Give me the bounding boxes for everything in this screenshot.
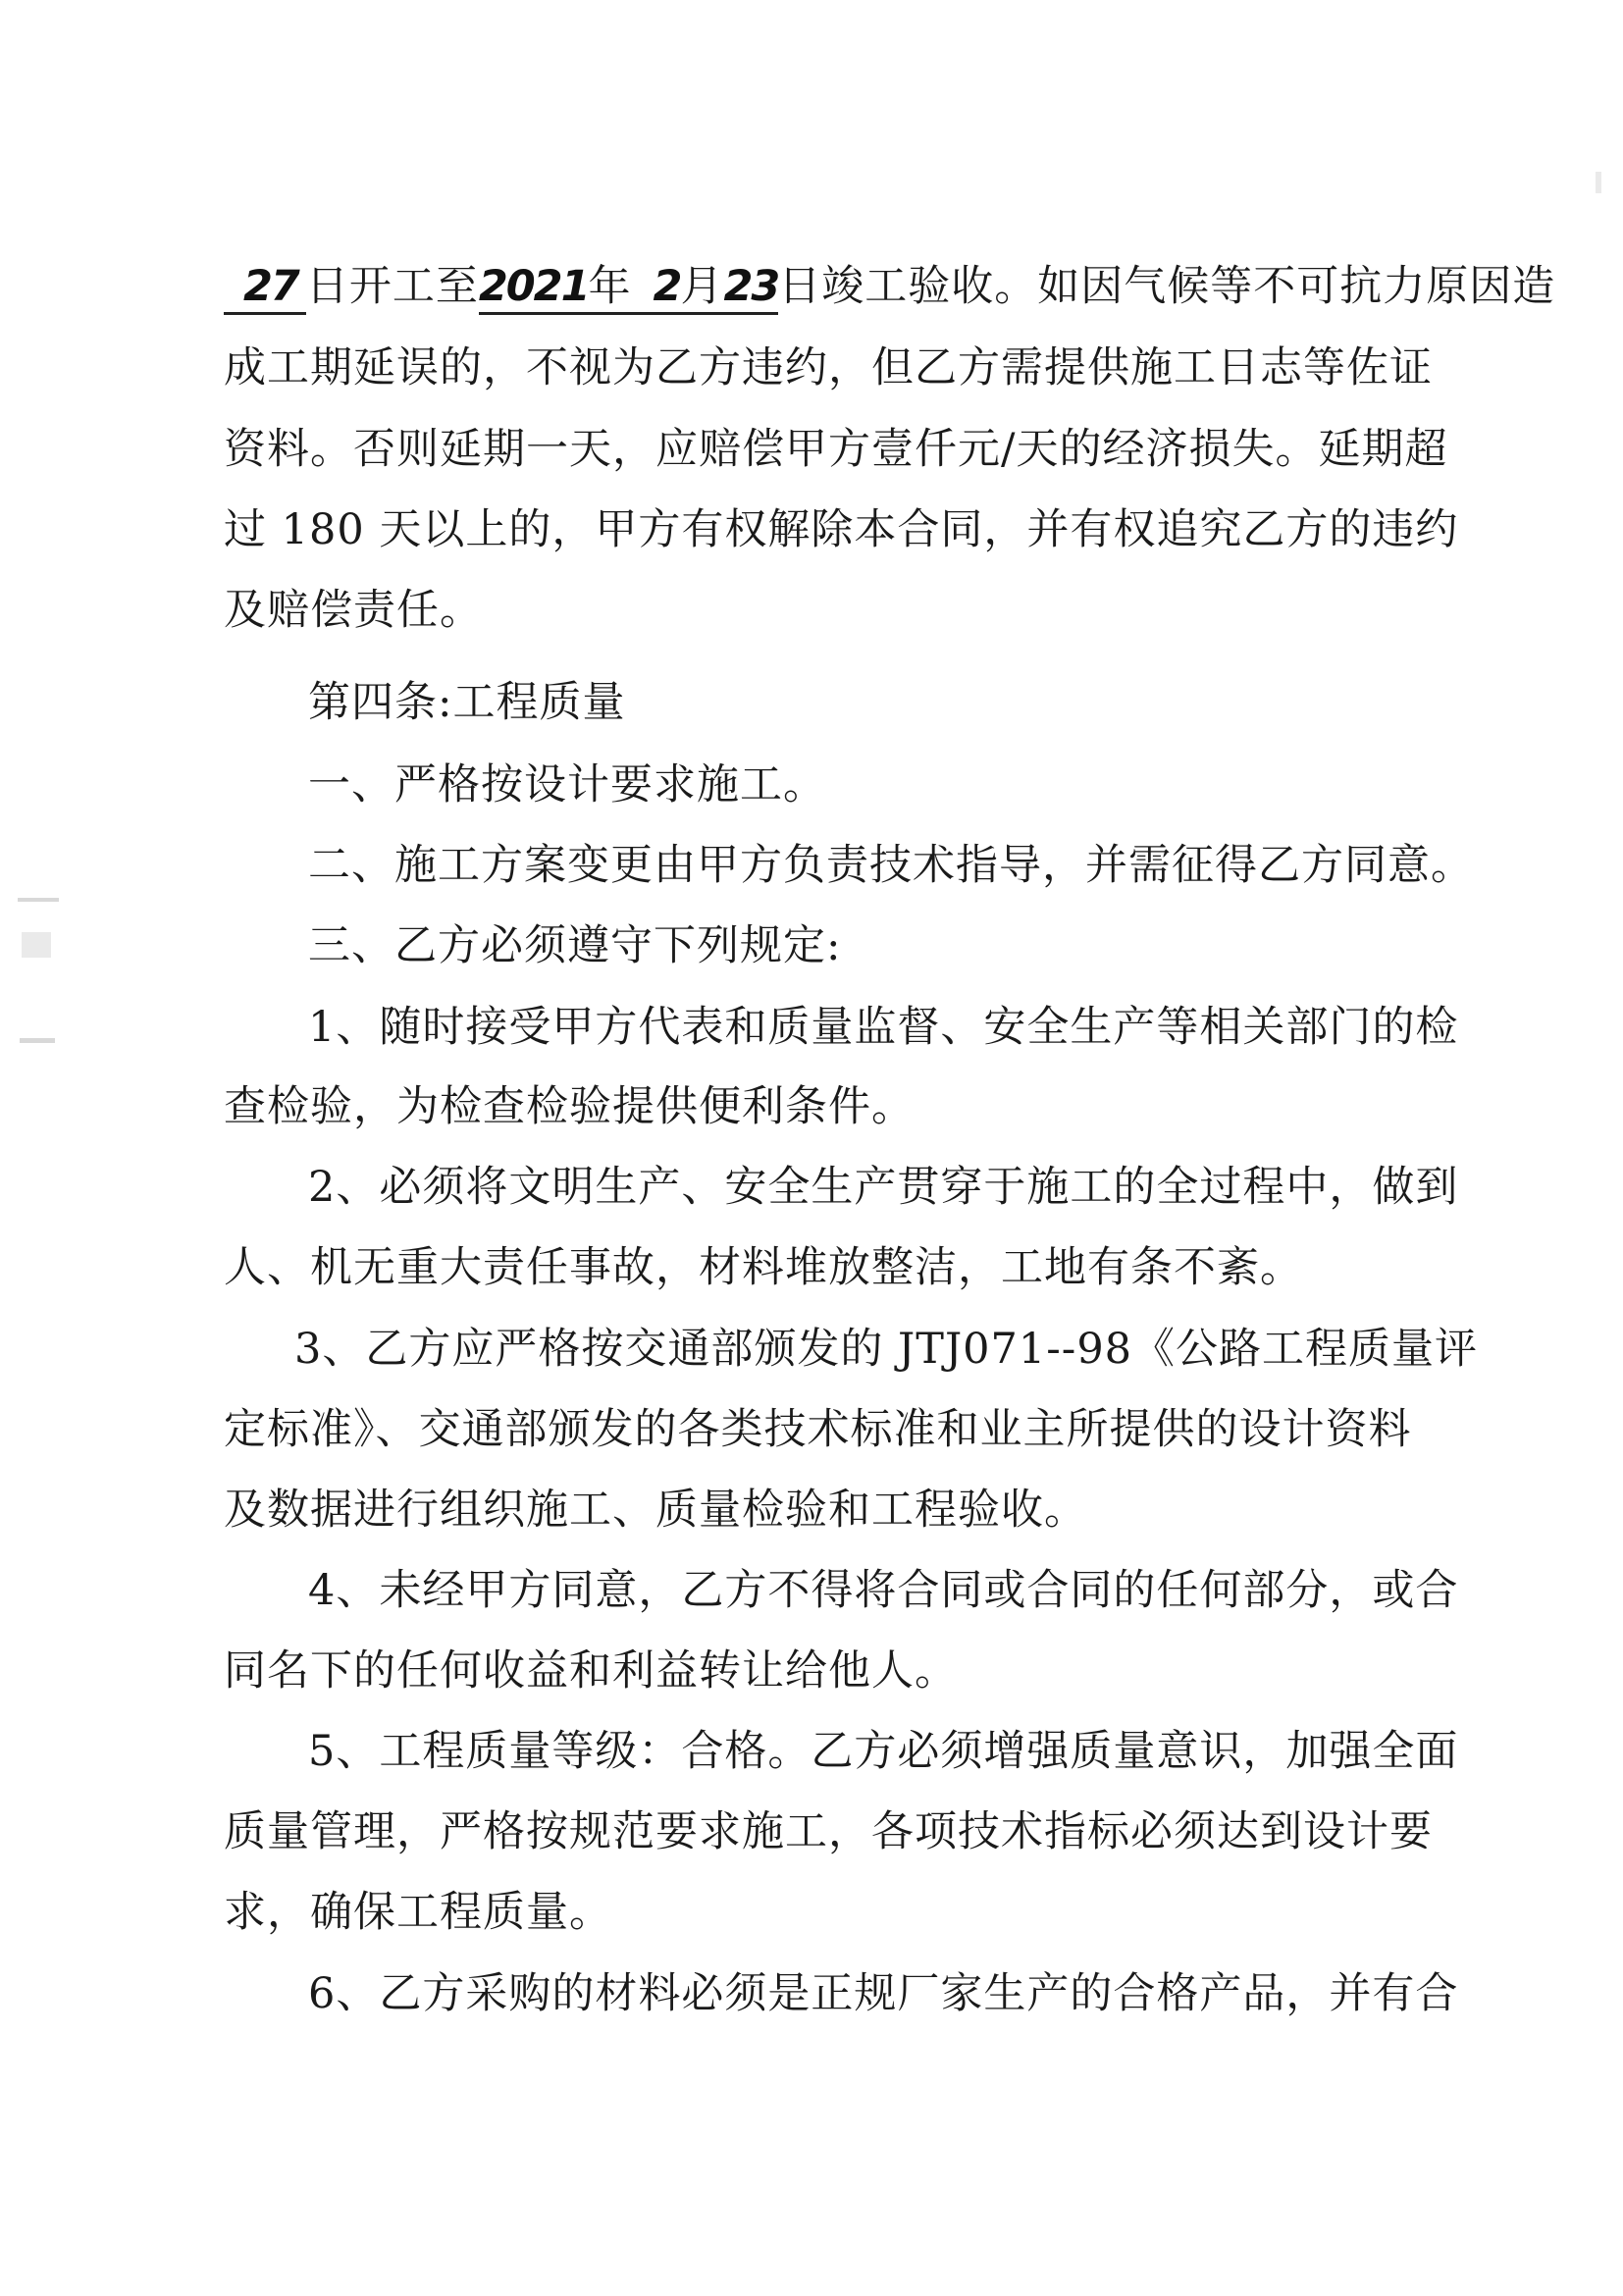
- contract-text-line: 同名下的任何收益和利益转让给他人。: [224, 1646, 958, 1696]
- handwritten-end-month: 2: [632, 261, 681, 315]
- scan-artifact-mark: [22, 932, 51, 958]
- scan-artifact-mark: [18, 898, 59, 902]
- text-segment: 日竣工验收。如因气候等不可抗力原因造: [778, 262, 1556, 311]
- contract-text-line: 6、乙方采购的材料必须是正规厂家生产的合格产品，并有合: [308, 1969, 1459, 2018]
- section-heading: 第四条:工程质量: [308, 678, 626, 727]
- contract-text-line: 2、必须将文明生产、安全生产贯穿于施工的全过程中，做到: [308, 1163, 1459, 1212]
- text-segment: 日开工至: [305, 262, 479, 311]
- text-segment: 年: [589, 261, 632, 315]
- text-segment: 月: [680, 261, 723, 315]
- contract-text-line: 及赔偿责任。: [224, 586, 483, 635]
- contract-text-line: 1、随时接受甲方代表和质量监督、安全生产等相关部门的检: [308, 1003, 1459, 1052]
- contract-text-line: 二、施工方案变更由甲方负责技术指导，并需征得乙方同意。: [308, 841, 1474, 890]
- contract-text-line: 5、工程质量等级：合格。乙方必须增强质量意识，加强全面: [308, 1727, 1459, 1776]
- contract-text-line: 定标准》、交通部颁发的各类技术标准和业主所提供的设计资料: [224, 1405, 1412, 1454]
- scan-artifact-mark: [1596, 172, 1601, 193]
- contract-text-line: [224, 257, 1555, 316]
- handwritten-start-day: 27: [224, 261, 306, 315]
- contract-text-line: 一、严格按设计要求施工。: [308, 760, 826, 809]
- contract-text-line: 求，确保工程质量。: [224, 1888, 612, 1937]
- contract-text-line: 质量管理，严格按规范要求施工，各项技术指标必须达到设计要: [224, 1807, 1433, 1856]
- contract-text-line: 资料。否则延期一天，应赔偿甲方壹仟元/天的经济损失。延期超: [224, 425, 1448, 474]
- scan-artifact-mark: [20, 1038, 55, 1043]
- contract-text-line: 三、乙方必须遵守下列规定:: [308, 921, 842, 970]
- contract-text-line: 过 180 天以上的，甲方有权解除本合同，并有权追究乙方的违约: [224, 505, 1459, 554]
- contract-text-line: 4、未经甲方同意，乙方不得将合同或合同的任何部分，或合: [308, 1566, 1459, 1615]
- contract-text-line: 及数据进行组织施工、质量检验和工程验收。: [224, 1486, 1087, 1535]
- handwritten-end-day: 23: [723, 261, 778, 315]
- contract-text-line: 查检验，为检查检验提供便利条件。: [224, 1082, 915, 1131]
- contract-text-line: 成工期延误的，不视为乙方违约，但乙方需提供施工日志等佐证: [224, 343, 1433, 392]
- contract-text-line: 人、机无重大责任事故，材料堆放整洁，工地有条不紊。: [224, 1243, 1303, 1292]
- handwritten-end-year: 2021: [479, 261, 589, 315]
- contract-text-line: 3、乙方应严格按交通部颁发的 JTJ071--98《公路工程质量评: [294, 1325, 1479, 1374]
